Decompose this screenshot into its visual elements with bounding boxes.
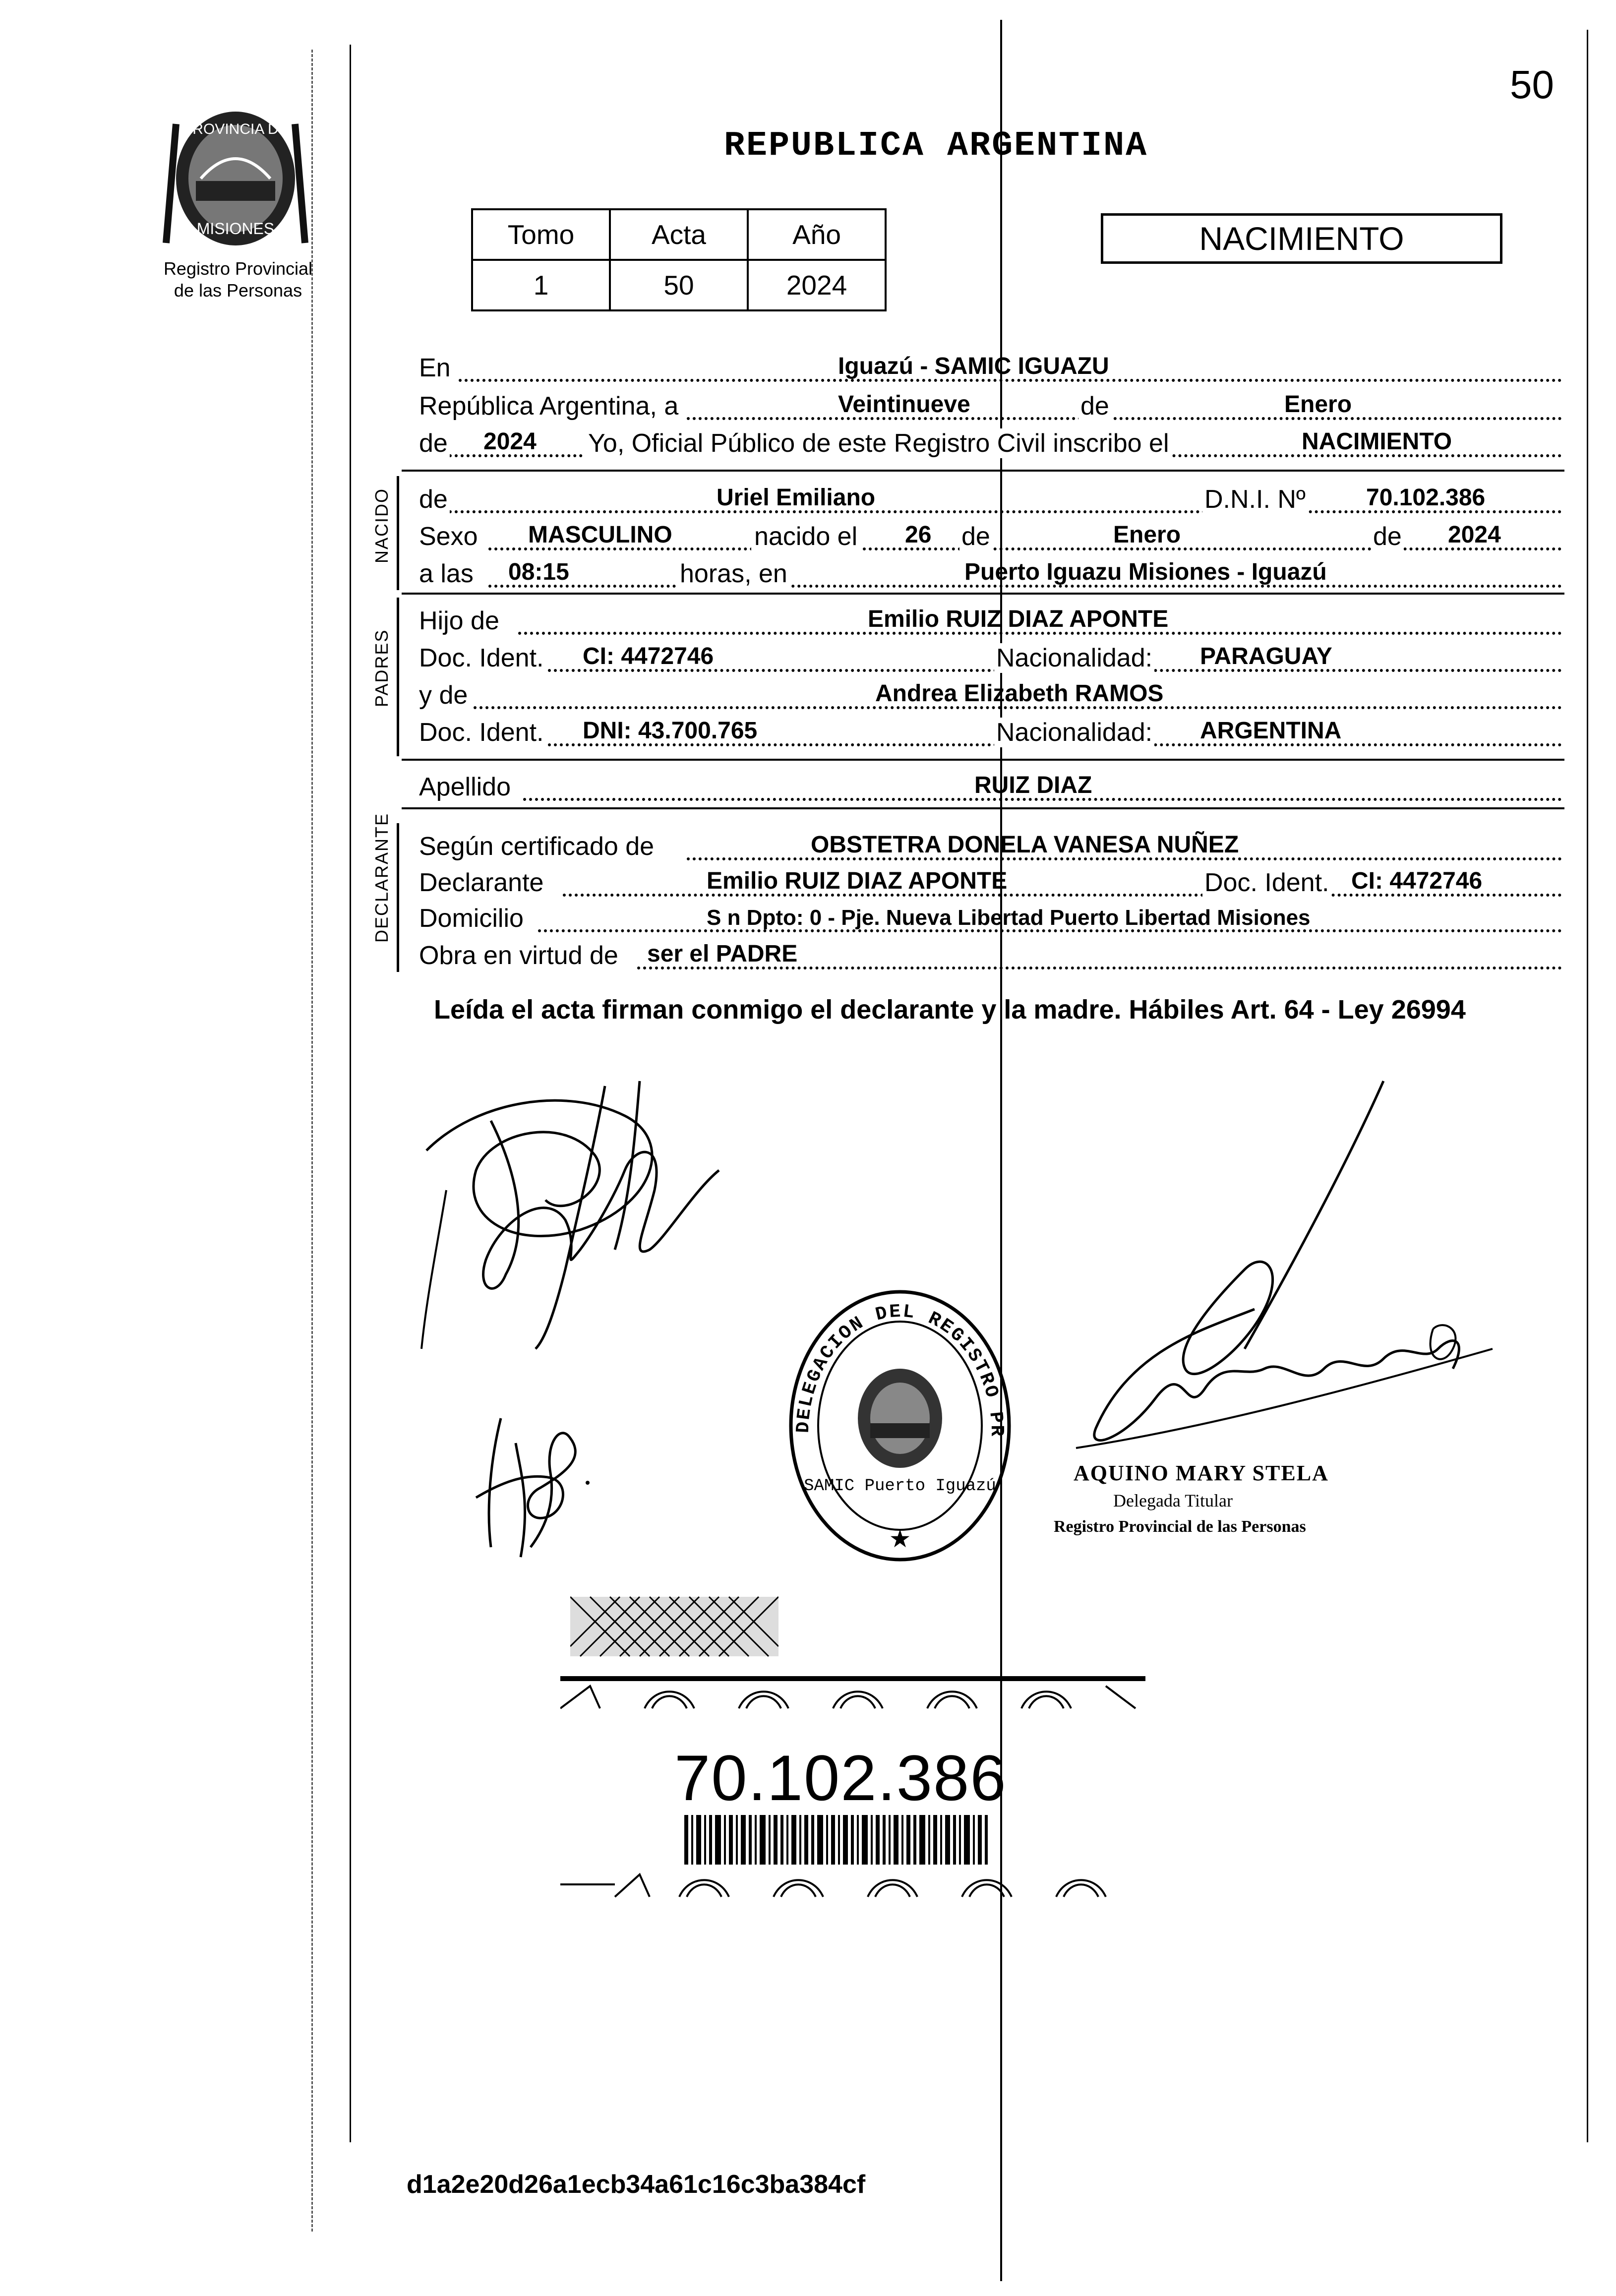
value-certifier: OBSTETRA DONELA VANESA NUÑEZ [811,832,1239,858]
label-republica: República Argentina, a [419,392,679,421]
label-apellido: Apellido [419,773,511,801]
officer-name: AQUINO MARY STELA [1074,1461,1329,1485]
row-obra [419,935,1562,974]
row-hijo [419,600,1562,640]
seal-star-icon: ★ [889,1524,911,1553]
value-declarant-doc: CI: 4472746 [1351,868,1483,894]
row-nombre [419,479,1562,518]
tomo-acta-anio-table [471,208,887,311]
row-segun [419,826,1562,865]
label-inscribo: Yo, Oficial Público de este Registro Civil inscribo el [585,428,1172,458]
section-divider [402,470,1564,472]
value-birth-year: 2024 [1448,522,1501,548]
dotted-line [687,417,1562,420]
seal-inner-text: SAMIC Puerto Iguazú [804,1477,996,1496]
value-year: 2024 [483,428,537,455]
row-apellido [419,766,1562,806]
officer-signature [1056,1071,1502,1468]
document-title: REPUBLICA ARGENTINA [724,126,1148,166]
table-header-anio: Año [748,209,886,260]
row-hora [419,553,1562,593]
value-address: S n Dpto: 0 - Pje. Nueva Libertad Puerto Libertad Misiones [707,906,1311,930]
closing-statement: Leída el acta firman conmigo el declarante y la madre. Hábiles Art. 64 - Ley 26994 [434,995,1466,1025]
row-en [419,347,1562,387]
label-sexo: Sexo [419,522,480,551]
security-pattern-top [560,1676,1145,1711]
value-sex: MASCULINO [528,522,672,548]
value-relationship: ser el PADRE [647,941,798,967]
declarant-signature [417,1041,739,1364]
value-father-nationality: PARAGUAY [1200,643,1332,669]
label-segun-certificado: Según certificado de [419,832,655,861]
label-y-de: y de [419,681,468,710]
section-label-padres: PADRES [371,629,392,707]
value-birth-day: 26 [905,522,932,548]
value-birth-time: 08:15 [508,559,569,585]
security-pattern-bottom [560,1865,1145,1899]
label-doc-ident: Doc. Ident. [1202,868,1331,898]
label-de-year2: de [1371,522,1404,551]
left-margin-line [350,45,351,2142]
row-sexo [419,516,1562,555]
value-mother-nationality: ARGENTINA [1200,718,1342,744]
value-declarant-name: Emilio RUIZ DIAZ APONTE [707,868,1008,894]
row-y-de [419,674,1562,714]
value-surname: RUIZ DIAZ [974,772,1092,798]
label-nacido-el: nacido el [751,522,860,551]
label-dni: D.N.I. Nº [1202,484,1308,514]
label-obra-en-virtud: Obra en virtud de [419,941,618,970]
value-birth-month: Enero [1113,522,1181,548]
officer-role: Delegada Titular [1113,1491,1233,1511]
document-hash: d1a2e20d26a1ecb34a61c16c3ba384cf [407,2170,866,2199]
label-domicilio: Domicilio [419,904,524,933]
label-horas-en: horas, en [677,559,790,589]
nacido-bracket [397,476,399,590]
label-nacionalidad: Nacionalidad: [994,718,1154,747]
label-nacionalidad: Nacionalidad: [994,643,1154,673]
value-dni: 70.102.386 [1366,484,1486,511]
label-hijo-de: Hijo de [419,606,499,635]
logo-text-bottom: MISIONES [196,220,275,238]
table-value-anio: 2024 [748,260,886,310]
province-logo [161,104,310,253]
label-de: de [1078,391,1111,421]
mother-signature [471,1398,600,1567]
table-header-tomo: Tomo [472,209,610,260]
value-mother-name: Andrea Elizabeth RAMOS [875,680,1164,707]
section-divider [402,593,1564,595]
label-en: En [419,354,451,382]
row-declarante [419,862,1562,902]
seal-ring-text: DELEGACION DEL REGISTRO PR [792,1301,1008,1438]
table-header-acta: Acta [610,209,748,260]
row-doc-mother [419,712,1562,751]
label-doc-ident: Doc. Ident. [419,718,545,747]
table-value-acta: 50 [610,260,748,310]
padres-bracket [397,598,399,756]
label-doc-ident: Doc. Ident. [419,643,545,673]
value-given-names: Uriel Emiliano [717,484,876,511]
value-record-type: NACIMIENTO [1302,428,1452,455]
label-a-las: a las [419,559,476,589]
page-number: 50 [1510,62,1554,107]
left-margin-dashed-line [311,50,313,2232]
row-doc-father [419,637,1562,677]
official-seal [783,1284,1017,1567]
declarante-bracket [397,823,399,972]
value-mother-doc: DNI: 43.700.765 [583,718,758,744]
label-declarante: Declarante [419,868,544,897]
record-type-box: NACIMIENTO [1101,213,1502,264]
org-name [139,258,337,302]
value-month: Enero [1284,391,1352,418]
label-de-month: de [959,522,992,551]
value-father-name: Emilio RUIZ DIAZ APONTE [868,606,1169,632]
row-anio [419,423,1562,462]
org-name-line2: de las Personas [174,280,302,301]
value-birth-place: Puerto Iguazu Misiones - Iguazú [964,559,1327,585]
org-name-line1: Registro Provincial [163,258,313,279]
section-divider [402,759,1564,761]
table-value-tomo: 1 [472,260,610,310]
logo-text-top: PROVINCIA DE [182,121,289,137]
id-number: 70.102.386 [674,1742,1007,1814]
row-domicilio [419,898,1562,937]
section-label-nacido: NACIDO [371,487,392,563]
value-father-doc: CI: 4472746 [583,643,714,669]
label-de-nombre: de [419,484,450,514]
label-de-year: de [419,428,450,458]
right-margin-line [1587,30,1588,2142]
officer-office: Registro Provincial de las Personas [1054,1517,1306,1536]
value-place: Iguazú - SAMIC IGUAZU [838,353,1109,379]
security-hologram [570,1587,778,1666]
section-divider [402,807,1564,809]
section-label-declarante: DECLARANTE [371,812,392,943]
barcode [684,1815,992,1865]
value-day-words: Veintinueve [838,391,970,418]
row-republica [419,385,1562,425]
